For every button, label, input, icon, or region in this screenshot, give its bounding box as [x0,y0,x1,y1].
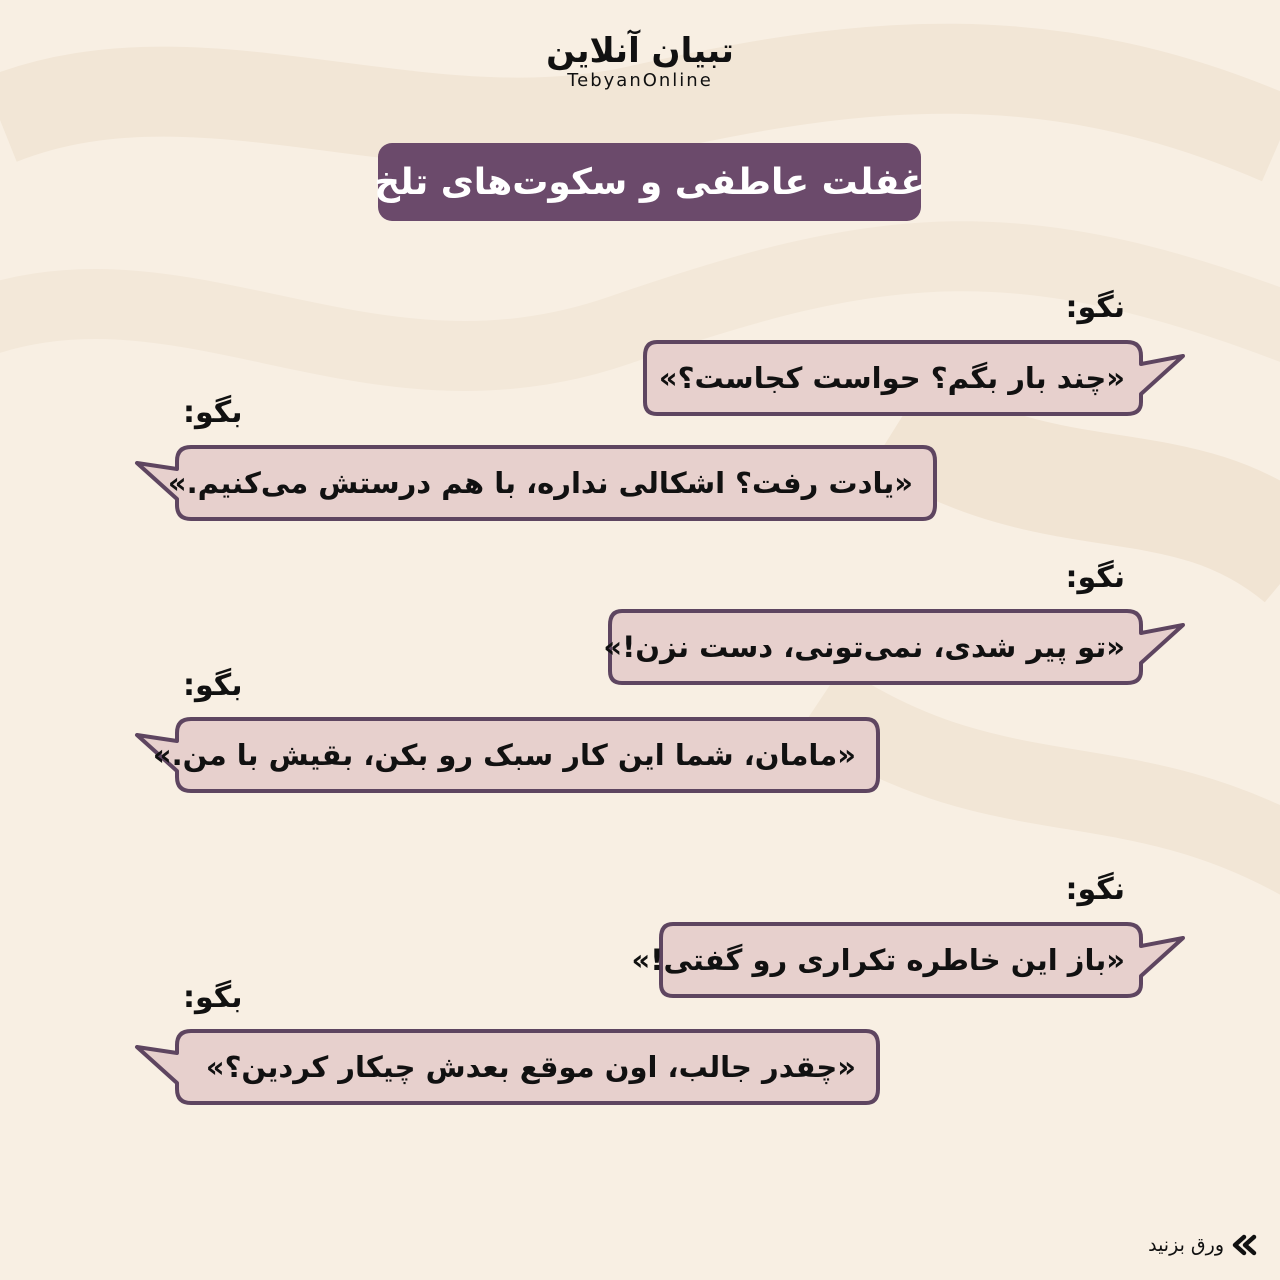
dont-say-bubble [603,609,1183,685]
title-banner [374,143,925,221]
say-text: «یادت رفت؟ اشکالی نداره، با هم درستش می‌کنیم.» [167,466,913,500]
say-label: بگو: [183,980,243,1015]
dont-say-label: نگو: [1065,560,1125,595]
dont-say-text: «تو پیر شدی، نمی‌تونی، دست نزن!» [603,630,1125,664]
swipe-hint[interactable] [1148,1234,1258,1256]
say-text: «چقدر جالب، اون موقع بعدش چیکار کردین؟» [205,1050,856,1084]
dont-say-text: «باز این خاطره تکراری رو گفتی!» [631,943,1125,977]
dont-say-label: نگو: [1065,290,1125,325]
say-label: بگو: [183,668,243,703]
say-bubble [137,1029,880,1105]
brand-name-fa: تبیان آنلاین [546,31,734,71]
swipe-label: ورق بزنید [1148,1234,1224,1256]
say-text: «مامان، شما این کار سبک رو بکن، بقیش با من.» [152,738,856,772]
page-title: غفلت عاطفی و سکوت‌های تلخ [374,161,925,203]
dont-say-bubble [643,340,1183,416]
brand-logo [520,30,760,91]
dont-say-text: «چند بار بگم؟ حواست کجاست؟» [658,361,1125,395]
say-bubble [137,717,880,793]
dont-say-label: نگو: [1065,872,1125,907]
double-chevron-left-icon [1230,1234,1258,1256]
brand-name-en: TebyanOnline [567,70,713,91]
say-label: بگو: [183,395,243,430]
say-bubble [137,445,937,521]
dont-say-bubble [631,922,1183,998]
